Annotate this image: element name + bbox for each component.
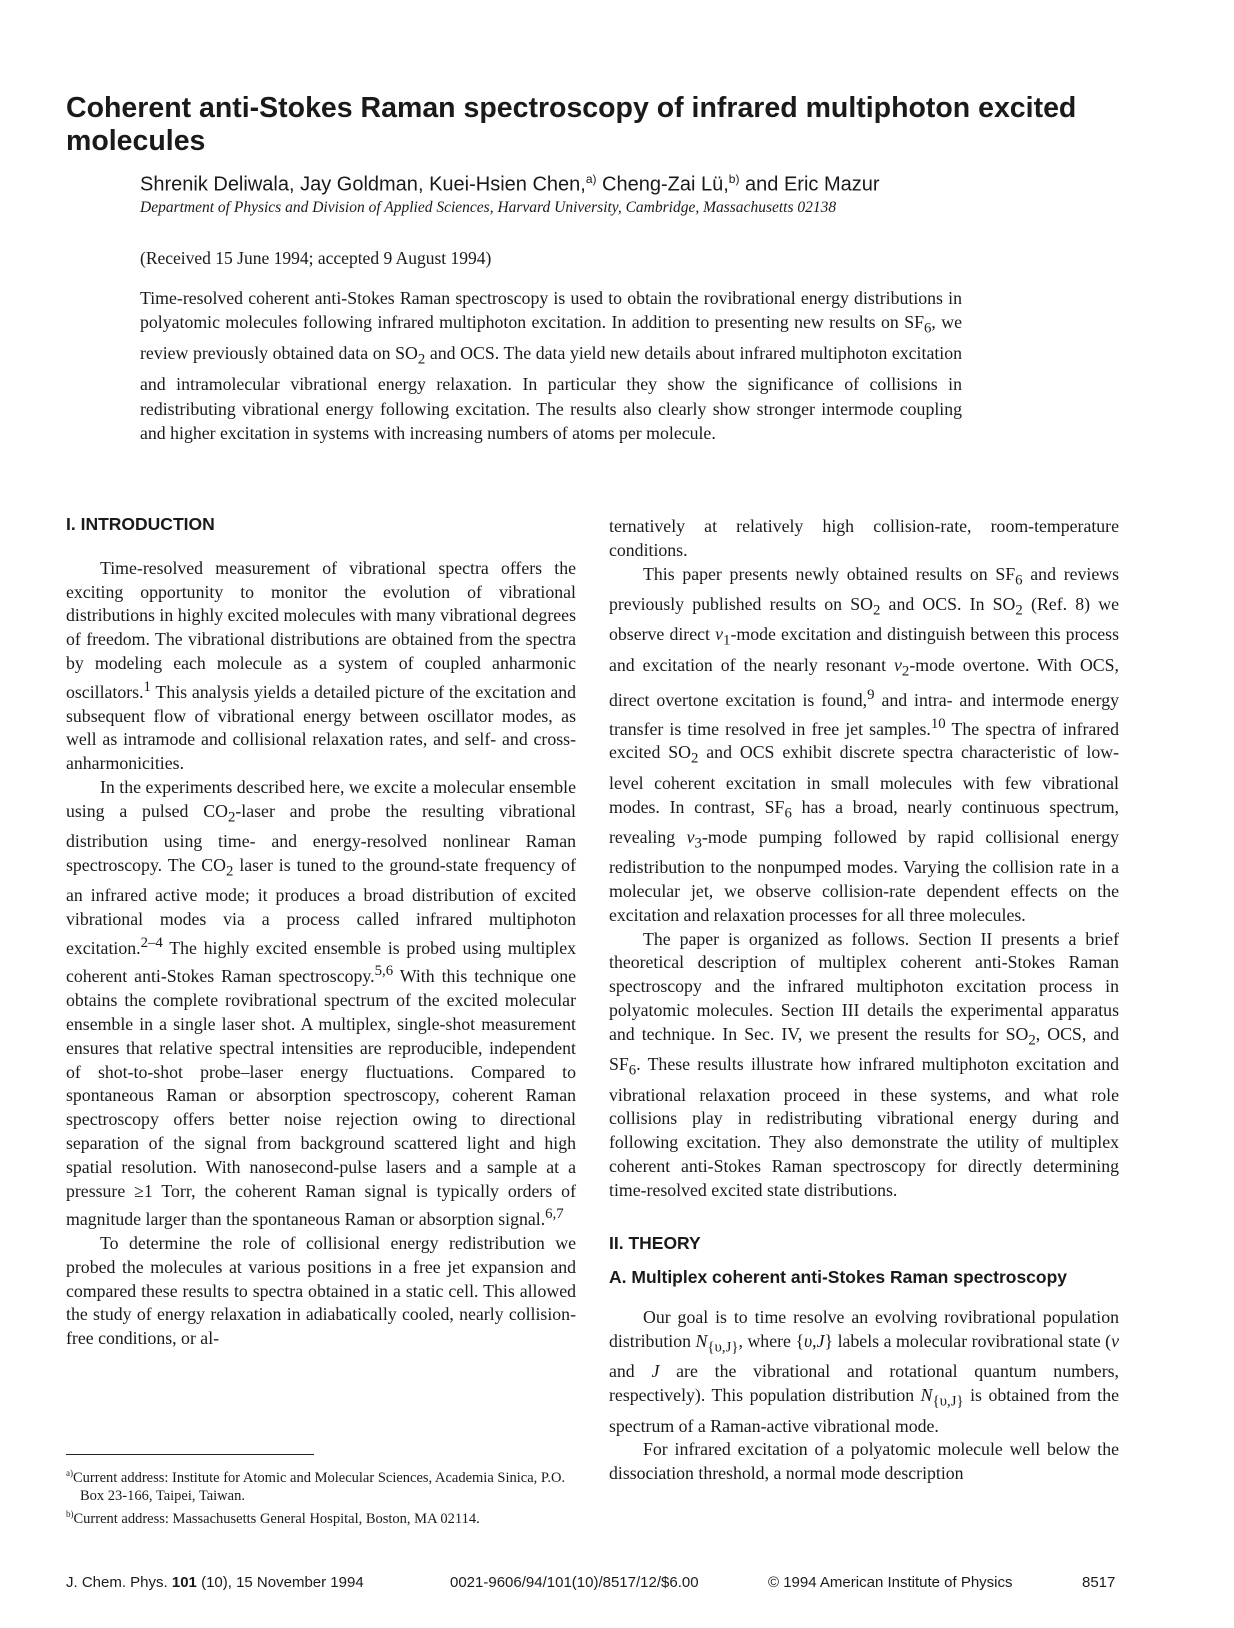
reference-mark: 9	[867, 686, 875, 703]
footer-article-code: 0021-9606/94/101(10)/8517/12/$6.00	[450, 1574, 699, 1591]
left-column	[66, 513, 576, 1351]
author-name: Shrenik Deliwala	[140, 173, 289, 196]
reference-mark: 1	[143, 678, 151, 695]
footer-copyright: © 1994 American Institute of Physics	[768, 1574, 1013, 1591]
subsection-heading: A. Multiplex coherent anti-Stokes Raman spectroscopy	[609, 1267, 1068, 1288]
footer-journal: J. Chem. Phys. 101 (10), 15 November 1994	[66, 1574, 364, 1591]
footnotes	[66, 1464, 576, 1528]
footnote-mark: a)	[585, 172, 597, 186]
paragraph: Our goal is to time resolve an evolving rovibrational population distribution $N_{\{\upsilon,J\}}$, where {υ,J} labels a molecular rovibrational state (v and J are the vibrational and rotational quantum numbers, respectively). This population distribution $N_{\{\upsilon,J\}}$ is obtained from the spectrum of a Raman-active vibrational mode.	[609, 1307, 1119, 1436]
reference-mark: 5,6	[374, 963, 394, 980]
footnote-b: $^{b)}$Current address: Massachusetts General Hospital, Boston, MA 02114.	[66, 1508, 480, 1527]
author-name: Jay Goldman	[300, 173, 418, 196]
author-name: Cheng-Zai Lü,	[602, 173, 729, 196]
paragraph: ternatively at relatively high collision-rate, room-temperature conditions.	[609, 516, 1119, 560]
section-heading-introduction: I. INTRODUCTION	[66, 514, 215, 534]
footnote-mark: b)	[728, 172, 740, 186]
paragraph: Time-resolved measurement of vibrational spectra offers the exciting opportunity to monitor the evolution of vibrational distributions in highly excited molecules with many vibrational degrees of freedom. The vibrational distributions are obtained from the spectra by modeling each molecule as a system of coupled anharmonic oscillators.$^1$ This analysis yields a detailed picture of the excitation and subsequent flow of vibrational energy between oscillator modes, as well as intramode and collisional relaxation rates, and self- and cross-anharmonicities.	[66, 557, 576, 774]
paragraph: This paper presents newly obtained results on $SF_6$ and reviews previously published results on $SO_2$ and OCS. In $SO_2$ (Ref. 8) we observe direct $\nu_1$-mode excitation and distinguish between this process and excitation of the nearly resonant $\nu_2$-mode overtone. With OCS, direct overtone excitation is found,$^9$ and intra- and intermode energy transfer is time resolved in free jet samples.$^{10}$ The spectra of infrared excited $SO_2$ and OCS exhibit discrete spectra characteristic of low-level coherent excitation in small molecules with few vibrational modes. In contrast, $SF_6$ has a broad, nearly continuous spectrum, revealing $\nu_3$-mode pumping followed by rapid collisional energy redistribution to the nonpumped modes. Varying the collision rate in a molecular jet, we observe collision-rate dependent effects on the excitation and relaxation processes for all three molecules.	[609, 563, 1119, 925]
author-list: Shrenik Deliwala, Jay Goldman, Kuei-Hsien Chen,$^{a)}$ Cheng-Zai Lü,$^{b)}$ and Eric Mazur	[140, 172, 880, 196]
abstract: Time-resolved coherent anti-Stokes Raman spectroscopy is used to obtain the rovibrational energy distributions in polyatomic molecules following infrared multiphoton excitation. In addition to presenting new results on $SF_6$, we review previously obtained data on $SO_2$ and OCS. The data yield new details about infrared multiphoton excitation and intramolecular vibrational energy relaxation. In particular they show the significance of collisions in redistributing vibrational energy following excitation. The results also clearly show stronger intermode coupling and higher excitation in systems with increasing numbers of atoms per molecule.	[140, 288, 962, 444]
affiliation: Department of Physics and Division of Applied Sciences, Harvard University, Cambridge, Massachusetts 02138	[140, 199, 837, 216]
section-heading-theory: II. THEORY	[609, 1233, 701, 1254]
paragraph: In the experiments described here, we excite a molecular ensemble using a pulsed $CO_2$-laser and probe the resulting vibrational distribution using time- and energy-resolved nonlinear Raman spectroscopy. The $CO_2$ laser is tuned to the ground-state frequency of an infrared active mode; it produces a broad distribution of excited vibrational modes via a process called infrared multiphoton excitation.$^{2-4}$ The highly excited ensemble is probed using multiplex coherent anti-Stokes Raman spectroscopy.$^{5,6}$ With this technique one obtains the complete rovibrational spectrum of the excited molecular ensemble in a single laser shot. A multiplex, single-shot measurement ensures that relative spectral intensities are reproducible, independent of shot-to-shot probe–laser energy fluctuations. Compared to spontaneous Raman or absorption spectroscopy, coherent Raman spectroscopy offers better noise rejection owing to directional separation of the signal from background scattered light and high spatial resolution. With nanosecond-pulse lasers and a sample at a pressure ≥1 Torr, the coherent Raman signal is typically orders of magnitude larger than the spontaneous Raman or absorption signal.$^{6,7}$	[66, 776, 576, 1230]
footnote-a: $^{a)}$Current address: Institute for Atomic and Molecular Sciences, Academia Sinica, P.O. Box 23-166, Taipei, Taiwan.	[66, 1468, 566, 1504]
paragraph: To determine the role of collisional energy redistribution we probed the molecules at various positions in a free jet expansion and compared these results to spectra obtained in a static cell. This allowed the study of energy relaxation in adiabatically cooled, nearly collision-free conditions, or al-	[66, 1233, 576, 1349]
received-dates: (Received 15 June 1994; accepted 9 August 1994)	[140, 248, 492, 268]
right-column	[609, 515, 1119, 1486]
page-number: 8517	[1082, 1574, 1116, 1591]
reference-mark: 6,7	[545, 1206, 564, 1223]
author-name: and Eric Mazur	[745, 173, 880, 196]
reference-mark: 10	[930, 715, 946, 732]
paragraph: The paper is organized as follows. Section II presents a brief theoretical description of multiplex coherent anti-Stokes Raman spectroscopy and the infrared multiphoton excitation process in polyatomic molecules. Section III details the experimental apparatus and technique. In Sec. IV, we present the results for $SO_2$, OCS, and $SF_6$. These results illustrate how infrared multiphoton excitation and vibrational relaxation proceed in these systems, and what role collisions play in redistributing vibrational energy during and following excitation. They also demonstrate the utility of multiplex coherent anti-Stokes Raman spectroscopy for directly determining time-resolved excited state distributions.	[609, 928, 1119, 1200]
paragraph: For infrared excitation of a polyatomic molecule well below the dissociation threshold, a normal mode description	[609, 1439, 1119, 1484]
reference-mark: 2–4	[140, 934, 163, 951]
article-title: Coherent anti-Stokes Raman spectroscopy of infrared multiphoton excited molecules	[66, 92, 1077, 157]
footnote-rule	[66, 1454, 314, 1455]
author-name: Kuei-Hsien Chen,	[429, 173, 586, 196]
